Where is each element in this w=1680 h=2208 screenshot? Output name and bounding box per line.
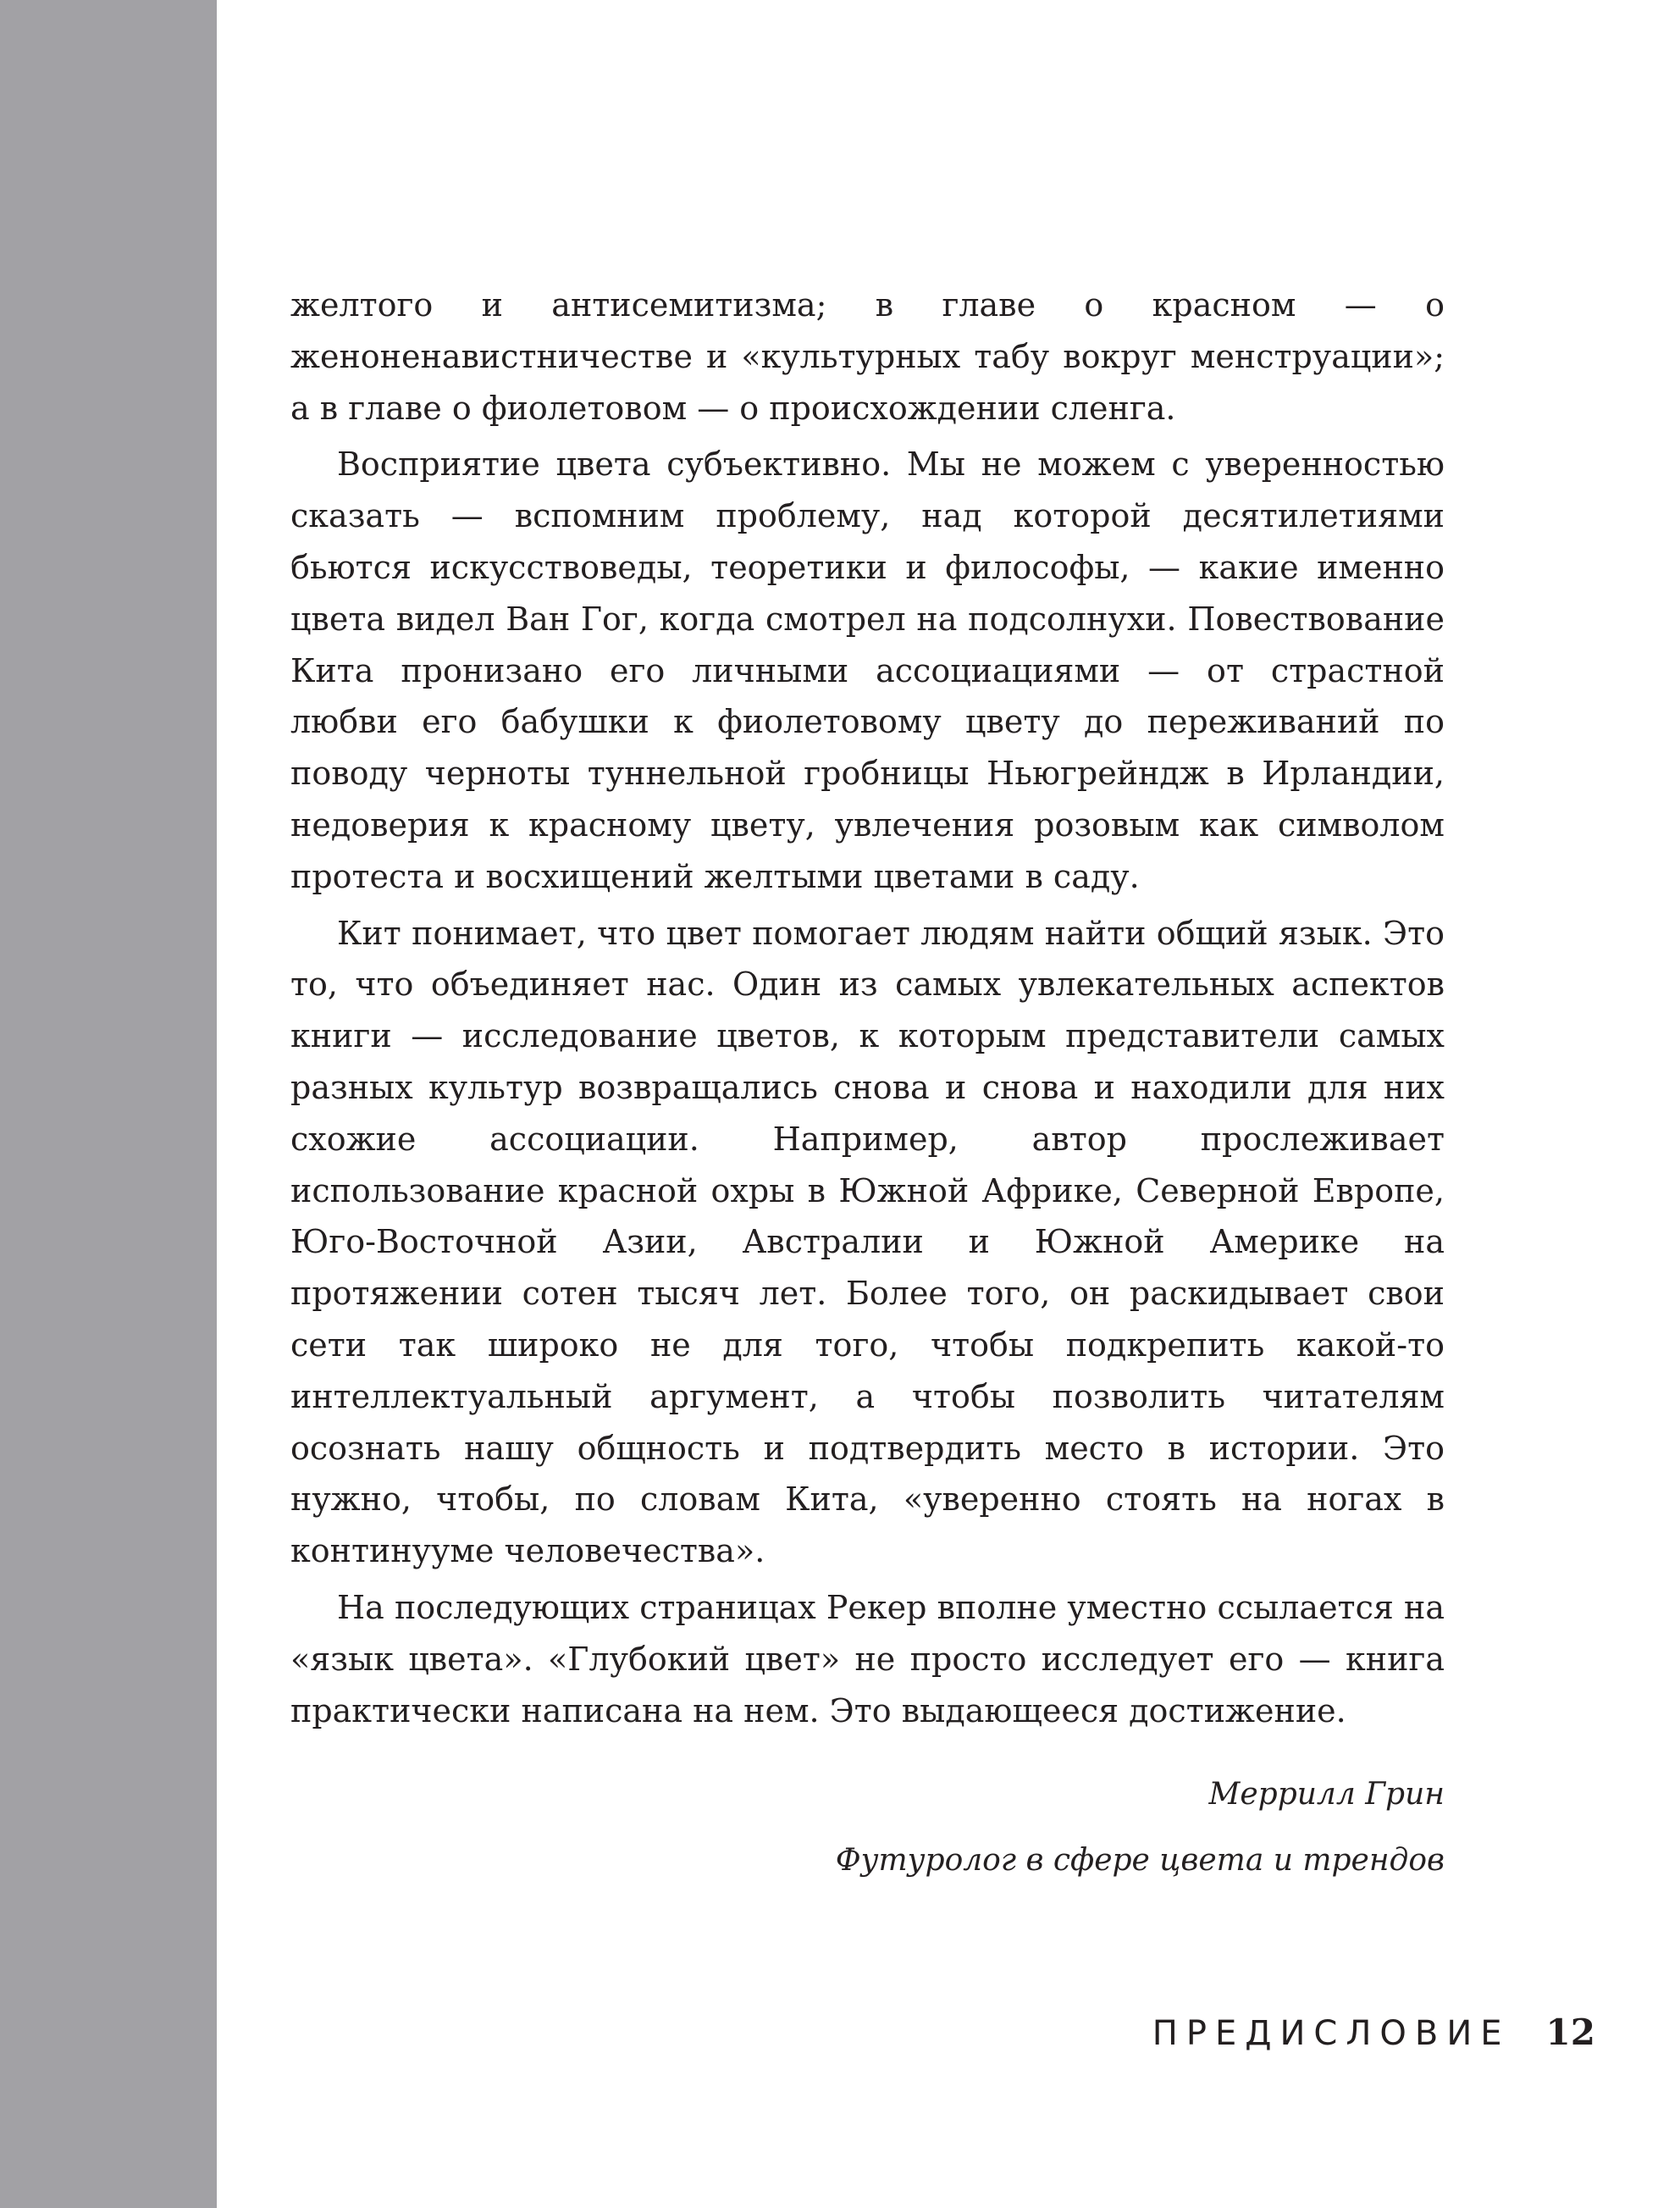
paragraph-3: Кит понимает, что цвет помогает людям найти общий язык. Это то, что объединяет нас. Один из самых увлекательных аспектов книги — исследование цветов, к которым представители самых разных культур возвращались снова и снова и находили для них схожие ассоциации. Например, автор прослеживает использование красной охры в Южной Африке, Северной Европе, Юго-Восточной Азии, Австралии и Южной Америке на протяжении сотен тысяч лет. Более того, он раскидывает свои сети так широко не для того, чтобы подкрепить какой-то интеллектуальный аргумент, а чтобы позволить читателям осознать нашу общность и подтвердить место в истории. Это нужно, чтобы, по словам Кита, «уверенно стоять на ногах в континууме человечества». (290, 914, 1445, 1570)
running-footer (1152, 2012, 1595, 2053)
section-label: ПРЕДИСЛОВИЕ (1152, 2014, 1511, 2053)
paragraph-2: Восприятие цвета субъективно. Мы не можем с уверенностью сказать — вспомним проблему, над которой десятилетиями бьются искусствоведы, теоретики и философы, — какие именно цвета видел Ван Гог, когда смотрел на подсолнухи. Повествование Кита пронизано его личными ассоциациями — от страстной любви его бабушки к фиолетовому цвету до переживаний по поводу черноты туннельной гробницы Ньюгрейндж в Ирландии, недоверия к красному цвету, увлечения розовым как символом протеста и восхищений желтыми цветами в саду. (290, 445, 1445, 895)
side-color-band (0, 0, 217, 2208)
signature-name: Меррилл Грин (1208, 1777, 1445, 1812)
signature-block (290, 1762, 1445, 1894)
paragraph-4: На последующих страницах Рекер вполне уместно ссылается на «язык цвета». «Глубокий цвет» не просто исследует его — книга практически написана на нем. Это выдающееся достижение. (290, 1588, 1445, 1729)
paragraph-1: желтого и антисемитизма; в главе о красном — о женоненавистничестве и «культурных табу вокруг менструации»; а в главе о фиолетовом — о происхождении сленга. (290, 286, 1445, 427)
main-text-column (290, 279, 1445, 1894)
page-number: 12 (1545, 2012, 1595, 2053)
signature-title: Футуролог в сфере цвета и трендов (835, 1843, 1445, 1879)
